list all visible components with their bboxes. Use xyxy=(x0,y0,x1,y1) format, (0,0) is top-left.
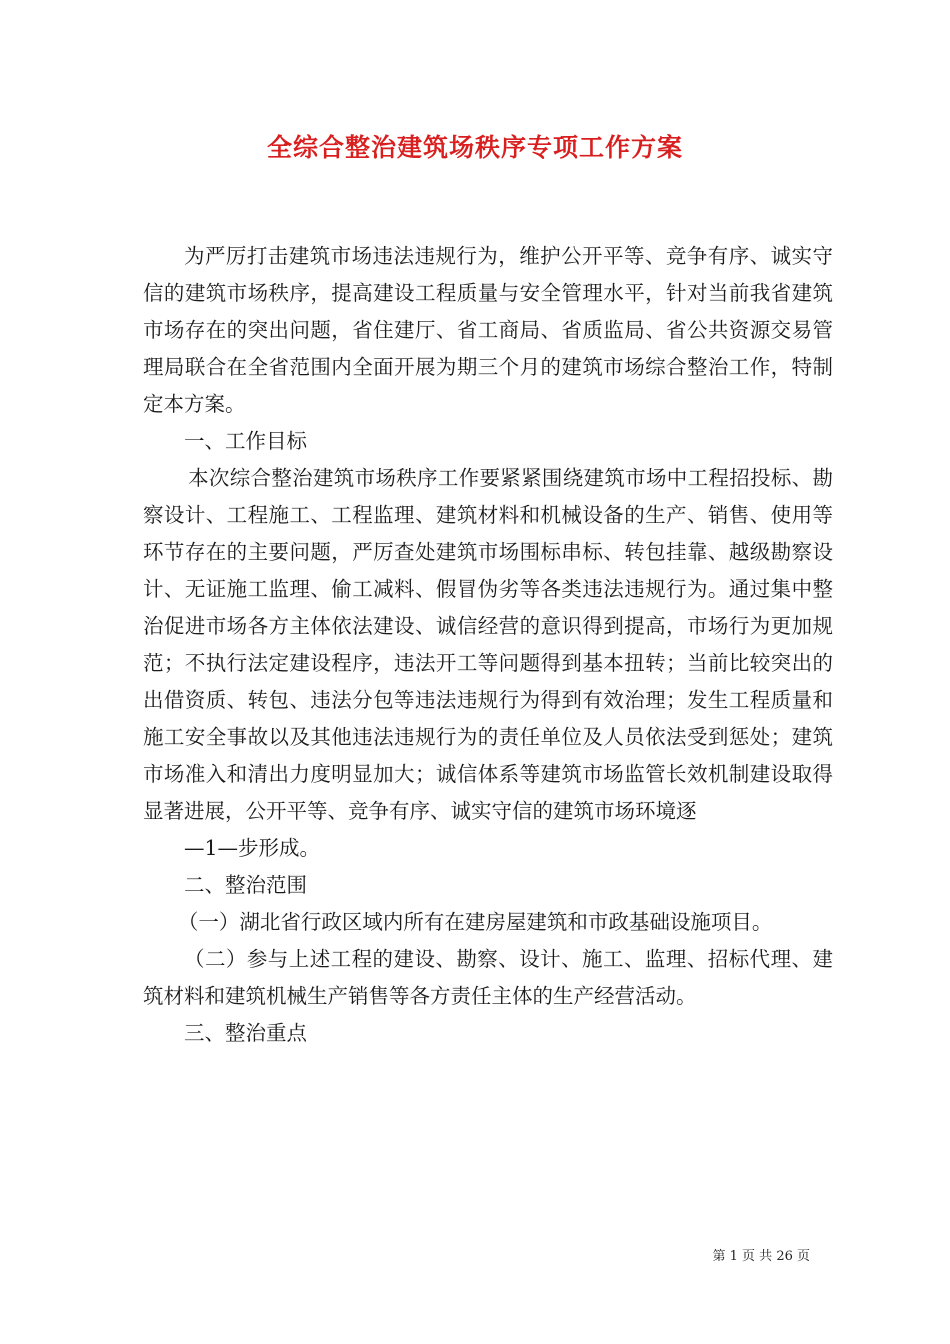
paragraph-scope-1: （一）湖北省行政区域内所有在建房屋建筑和市政基础设施项目。 xyxy=(177,910,773,934)
paragraph-goal: 本次综合整治建筑市场秩序工作要紧紧围绕建筑市场中工程招投标、勘察设计、工程施工、工程监理、建筑材料和机械设备的生产、销售、使用等环节存在的主要问题，严厉查处建筑市场围标串标、转包挂靠、越级勘察设计、无证施工监理、偷工减料、假冒伪劣等各类违法违规行为。通过集中整治促进市场各方主体依法建设、诚信经营的意识得到提高，市场行为更加规范；不执行法定建设程序，违法开工等问题得到基本扭转；当前比较突出的出借资质、转包、违法分包等违法违规行为得到有效治理；发生工程质量和施工安全事故以及其他违法违规行为的责任单位及人员依法受到惩处；建筑市场准入和清出力度明显加大；诚信体系等建筑市场监管长效机制建设取得显著进展，公开平等、竞争有序、诚实守信的建筑市场环境逐 xyxy=(143,466,833,823)
document-title: 全综合整治建筑场秩序专项工作方案 xyxy=(266,133,683,162)
heading-scope: 二、整治范围 xyxy=(184,873,307,897)
paragraph-intro: 为严厉打击建筑市场违法违规行为，维护公开平等、竞争有序、诚实守信的建筑市场秩序，提高建设工程质量与安全管理水平，针对当前我省建筑市场存在的突出问题，省住建厅、省工商局、省质监局、省公共资源交易管理局联合在全省范围内全面开展为期三个月的建筑市场综合整治工作，特制定本方案。 xyxy=(143,244,833,416)
page-number: 第 1 页 共 26 页 xyxy=(712,1249,810,1264)
heading-focus: 三、整治重点 xyxy=(184,1021,307,1045)
paragraph-continuation: —1—步形成。 xyxy=(184,836,321,860)
heading-work-goal: 一、工作目标 xyxy=(184,429,307,453)
document-body xyxy=(143,238,833,1052)
paragraph-scope-2: （二）参与上述工程的建设、勘察、设计、施工、监理、招标代理、建筑材料和建筑机械生产销售等各方责任主体的生产经营活动。 xyxy=(143,947,833,1008)
